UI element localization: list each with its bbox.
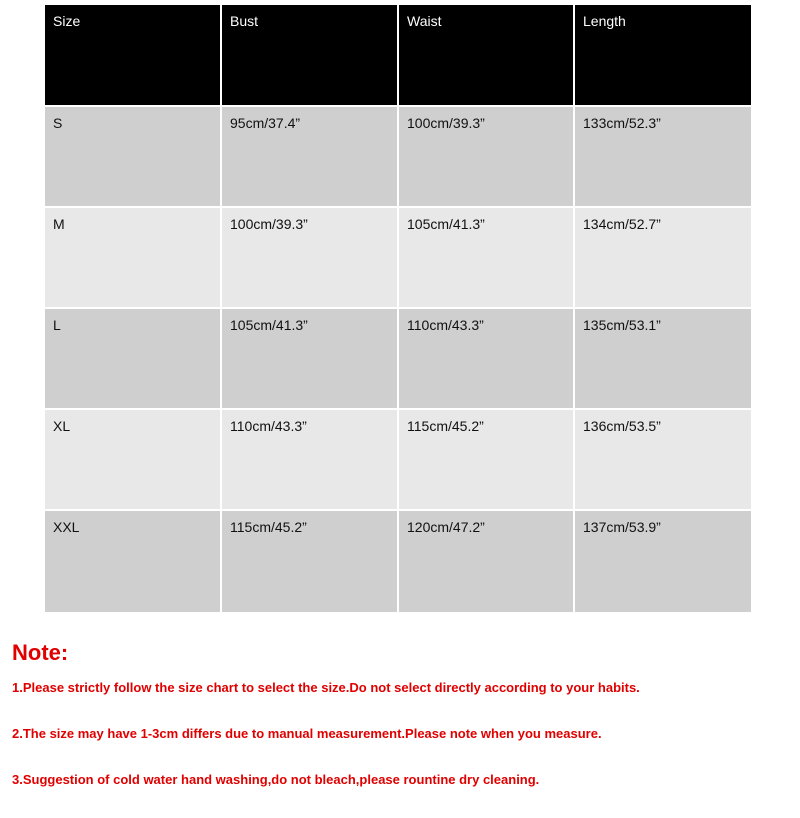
cell-bust: 105cm/41.3” (221, 308, 398, 409)
cell-length: 134cm/52.7” (574, 207, 751, 308)
table-row (45, 510, 751, 612)
cell-bust: 95cm/37.4” (221, 106, 398, 207)
header-length: Length (574, 5, 751, 106)
header-waist: Waist (398, 5, 574, 106)
header-size: Size (45, 5, 221, 106)
table-row (45, 409, 751, 510)
cell-size: XL (45, 409, 221, 510)
note-line-2: 2.The size may have 1-3cm differs due to manual measurement.Please note when you measure. (12, 726, 602, 741)
note-section (12, 640, 792, 818)
cell-waist: 100cm/39.3” (398, 106, 574, 207)
cell-size: S (45, 106, 221, 207)
header-bust: Bust (221, 5, 398, 106)
size-chart-table (45, 5, 751, 612)
cell-bust: 100cm/39.3” (221, 207, 398, 308)
note-line-3: 3.Suggestion of cold water hand washing,do not bleach,please rountine dry cleaning. (12, 772, 540, 787)
table-row (45, 106, 751, 207)
cell-size: XXL (45, 510, 221, 612)
cell-length: 137cm/53.9” (574, 510, 751, 612)
cell-length: 133cm/52.3” (574, 106, 751, 207)
cell-bust: 110cm/43.3” (221, 409, 398, 510)
cell-waist: 110cm/43.3” (398, 308, 574, 409)
cell-length: 135cm/53.1” (574, 308, 751, 409)
note-line-1: 1.Please strictly follow the size chart to select the size.Do not select directly according to your habits. (12, 680, 640, 695)
cell-size: L (45, 308, 221, 409)
table-row (45, 308, 751, 409)
table-header-row (45, 5, 751, 106)
cell-waist: 115cm/45.2” (398, 409, 574, 510)
note-title: Note: (12, 640, 69, 665)
cell-waist: 120cm/47.2” (398, 510, 574, 612)
cell-waist: 105cm/41.3” (398, 207, 574, 308)
cell-size: M (45, 207, 221, 308)
cell-bust: 115cm/45.2” (221, 510, 398, 612)
cell-length: 136cm/53.5” (574, 409, 751, 510)
table-row (45, 207, 751, 308)
